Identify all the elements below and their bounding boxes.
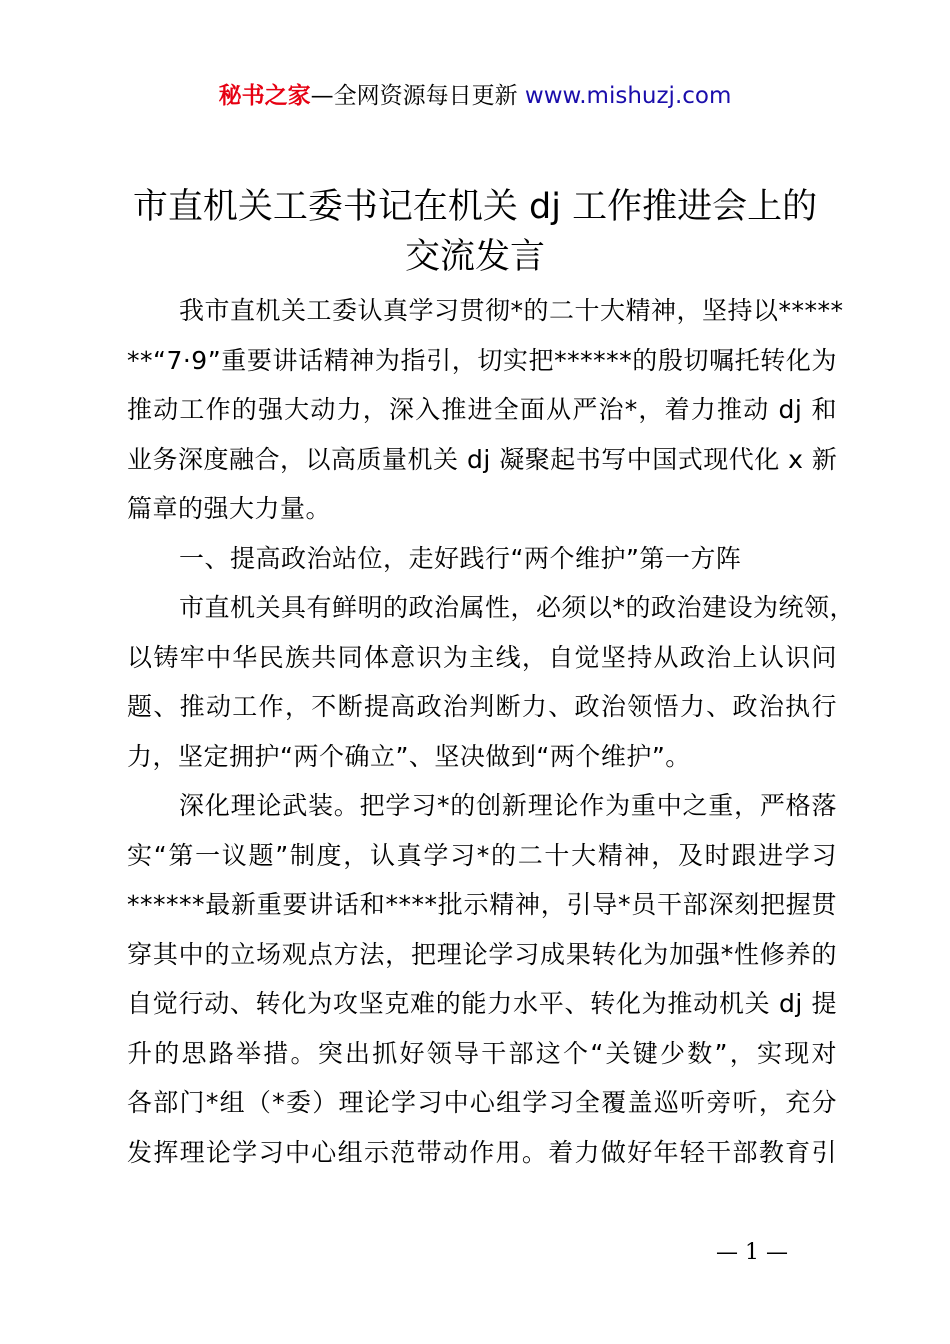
body-line: 穿其中的立场观点方法，把理论学习成果转化为加强*性修养的 bbox=[127, 939, 837, 969]
body-line: 自觉行动、转化为攻坚克难的能力水平、转化为推动机关 dj 提 bbox=[127, 989, 837, 1018]
body-line: 力，坚定拥护“两个确立”、坚决做到“两个维护”。 bbox=[127, 741, 691, 771]
section-heading: 一、提高政治站位，走好践行“两个维护”第一方阵 bbox=[179, 543, 742, 573]
body-line: 升的思路举措。突出抓好领导干部这个“关键少数”，实现对 bbox=[127, 1038, 837, 1068]
body-line: 深化理论武装。把学习*的创新理论作为重中之重，严格落 bbox=[179, 791, 837, 820]
body-line: 市直机关具有鲜明的政治属性，必须以*的政治建设为统领， bbox=[179, 593, 856, 622]
document-title-line-2: 交流发言 bbox=[404, 237, 545, 277]
body-line: 业务深度融合，以高质量机关 dj 凝聚起书写中国式现代化 x 新 bbox=[127, 444, 838, 474]
body-line: 推动工作的强大动力，深入推进全面从严治*，着力推动 dj 和 bbox=[127, 395, 837, 424]
body-line: 发挥理论学习中心组示范带动作用。着力做好年轻干部教育引 bbox=[127, 1137, 837, 1167]
page-number: — 1 — bbox=[716, 1240, 788, 1265]
site-header bbox=[0, 80, 950, 112]
body-line: **“7·9”重要讲话精神为指引，切实把******的殷切嘱托转化为 bbox=[127, 345, 837, 375]
body-line: 各部门*组（*委）理论学习中心组学习全覆盖巡听旁听，充分 bbox=[127, 1088, 837, 1117]
header-tagline: —全网资源每日更新 bbox=[310, 83, 518, 109]
body-line: ******最新重要讲话和****批示精神，引导*员干部深刻把握贯 bbox=[127, 890, 837, 919]
body-line: 题、推动工作，不断提高政治判断力、政治领悟力、政治执行 bbox=[127, 692, 837, 721]
body-line: 篇章的强大力量。 bbox=[127, 494, 332, 523]
body-line: 实“第一议题”制度，认真学习*的二十大精神，及时跟进学习 bbox=[127, 840, 837, 870]
site-url-link[interactable]: www.mishuzj.com bbox=[524, 83, 732, 109]
document-body bbox=[127, 286, 856, 1177]
body-line: 我市直机关工委认真学习贯彻*的二十大精神，坚持以***** bbox=[179, 296, 844, 325]
body-line: 以铸牢中华民族共同体意识为主线，自觉坚持从政治上认识问 bbox=[127, 642, 837, 672]
document-title-line-1: 市直机关工委书记在机关 dj 工作推进会上的 bbox=[132, 187, 818, 227]
brand-name: 秘书之家 bbox=[218, 83, 311, 109]
